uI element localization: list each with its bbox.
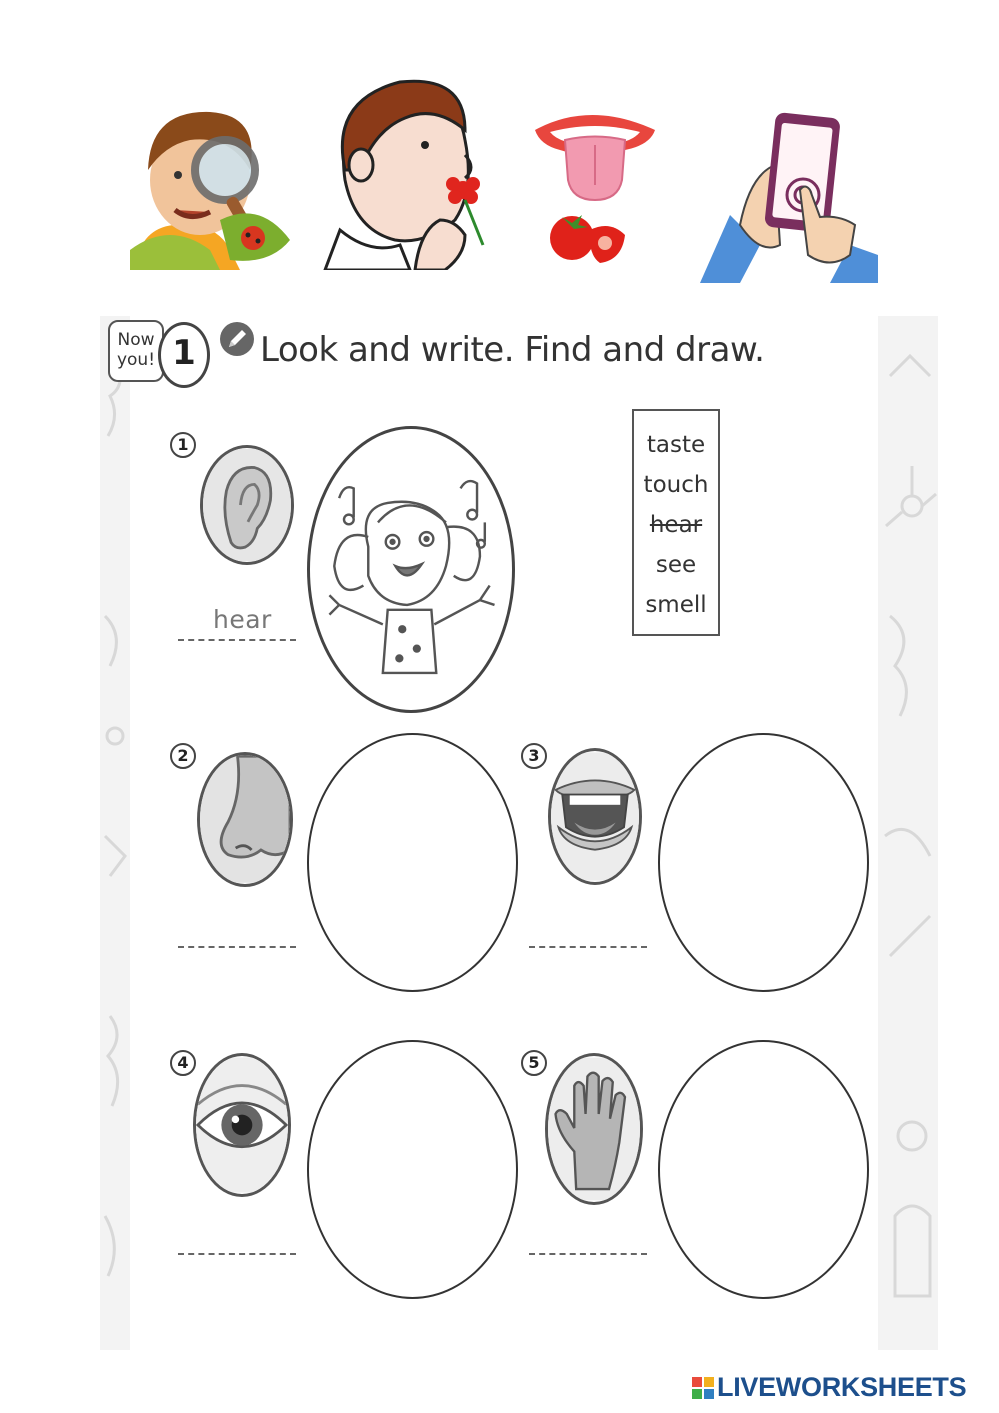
mouth-icon — [548, 748, 642, 885]
answer-line[interactable] — [178, 946, 296, 948]
word-bank-item: touch — [643, 472, 709, 498]
boy-magnifying-glass-image — [130, 100, 295, 270]
finger-touching-phone-image — [700, 95, 878, 283]
hand-icon — [545, 1053, 643, 1205]
drawing-circle[interactable] — [658, 1040, 869, 1299]
boy-smelling-flower-image — [315, 70, 500, 270]
word-bank-item-crossed: hear — [649, 512, 703, 538]
answer-line[interactable] — [529, 946, 647, 948]
now-you-badge: Now you! — [108, 320, 164, 382]
answer-text: hear — [213, 605, 272, 634]
nose-icon — [197, 752, 293, 887]
answer-line[interactable] — [529, 1253, 647, 1255]
eye-icon — [193, 1053, 291, 1197]
liveworksheets-brand — [692, 1372, 966, 1404]
exercise-title: Look and write. Find and draw. — [260, 330, 765, 370]
item-number: 4 — [170, 1050, 196, 1076]
answer-line[interactable] — [178, 639, 296, 641]
word-bank-item: smell — [645, 592, 707, 618]
drawing-circle[interactable] — [307, 1040, 518, 1299]
item-number: 1 — [170, 432, 196, 458]
ear-icon — [200, 445, 294, 565]
mouth-tongue-tomato-image — [530, 105, 660, 270]
item-number: 3 — [521, 743, 547, 769]
item-number: 2 — [170, 743, 196, 769]
liveworksheets-logo-icon — [692, 1377, 714, 1399]
word-bank-item: taste — [646, 432, 706, 458]
word-bank — [632, 409, 720, 636]
pencil-icon — [220, 322, 254, 356]
exercise-number: 1 — [158, 322, 210, 388]
drawing-circle[interactable] — [307, 426, 515, 713]
item-number: 5 — [521, 1050, 547, 1076]
answer-line[interactable] — [178, 1253, 296, 1255]
brand-name: LIVEWORKSHEETS — [717, 1372, 967, 1402]
girl-singing-drawing — [310, 429, 512, 710]
drawing-circle[interactable] — [658, 733, 869, 992]
drawing-circle[interactable] — [307, 733, 518, 992]
word-bank-item: see — [655, 552, 697, 578]
